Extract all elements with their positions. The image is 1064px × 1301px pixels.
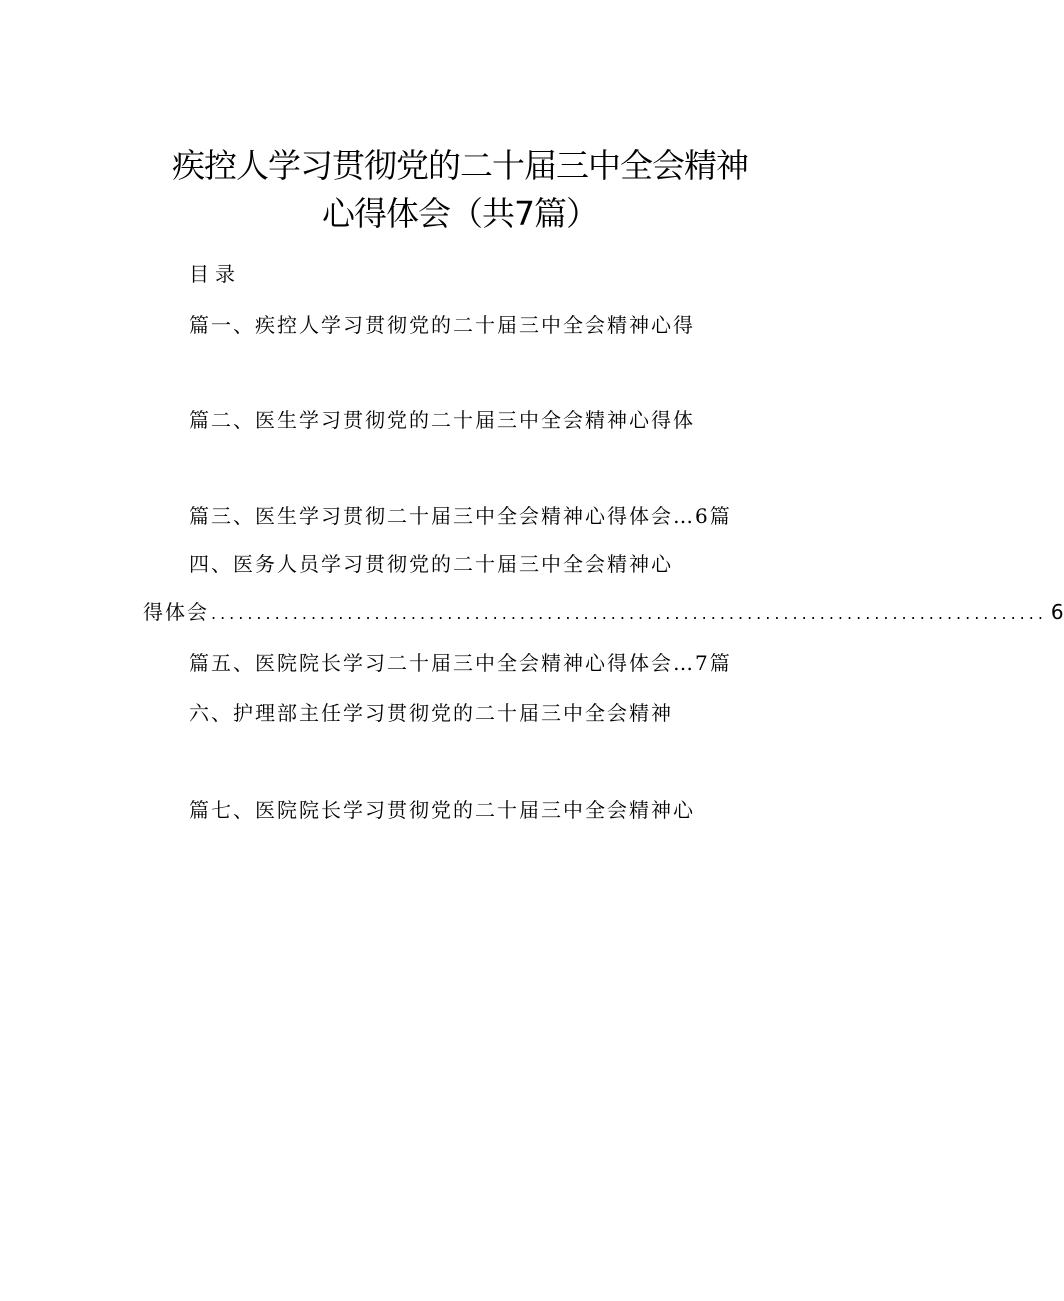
toc-heading: 目录	[189, 262, 241, 286]
document-title-line-1: 疾控人学习贯彻党的二十届三中全会精神	[172, 146, 748, 185]
toc-dot-leader: ............................................................................................	[211, 604, 1047, 623]
document-title-line-2: 心得体会（共7篇）	[322, 194, 598, 233]
toc-entry-6[interactable]: 六、护理部主任学习贯彻党的二十届三中全会精神	[189, 701, 673, 725]
toc-entry-7[interactable]: 篇七、医院院长学习贯彻党的二十届三中全会精神心	[189, 798, 695, 822]
toc-entry-3[interactable]: 篇三、医生学习贯彻二十届三中全会精神心得体会…6篇	[189, 504, 732, 528]
toc-entry-5[interactable]: 篇五、医院院长学习二十届三中全会精神心得体会…7篇	[189, 651, 732, 675]
toc-entry-4-line-2[interactable]	[143, 598, 1064, 628]
toc-entry-4-text: 得体会	[143, 600, 209, 624]
toc-entry-4-line-1[interactable]: 四、医务人员学习贯彻党的二十届三中全会精神心	[189, 552, 673, 576]
toc-entry-2[interactable]: 篇二、医生学习贯彻党的二十届三中全会精神心得体	[189, 408, 695, 432]
toc-entry-1[interactable]: 篇一、疾控人学习贯彻党的二十届三中全会精神心得	[189, 313, 695, 337]
toc-page-number: 6	[1050, 600, 1064, 624]
